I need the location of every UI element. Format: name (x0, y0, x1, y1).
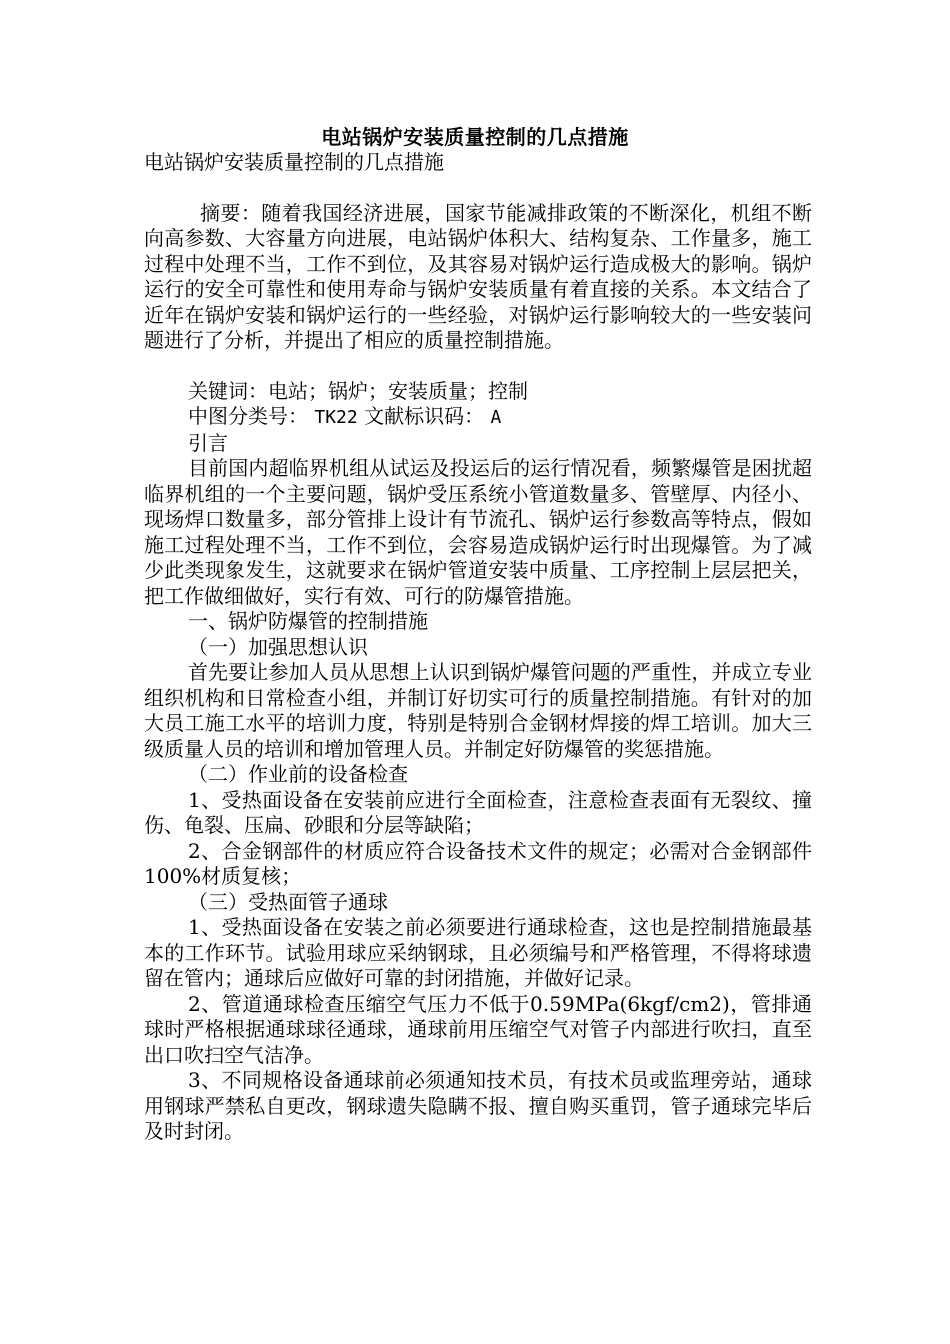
document-body (144, 150, 812, 1145)
subsection-3-item-1: 1、受热面设备在安装之前必须要进行通球检查，这也是控制措施最基本的工作环节。试验用球应采纳钢球，且必须编号和严格管理，不得将球遗留在管内；通球后应做好可靠的封闭措施，并做好记录。 (144, 915, 812, 990)
subsection-3-item-3: 3、不同规格设备通球前必须通知技术员，有技术员或监理旁站，通球用钢球严禁私自更改，钢球遗失隐瞒不报、擅自购买重罚，管子通球完毕后及时封闭。 (144, 1068, 812, 1143)
intro-paragraph: 目前国内超临界机组从试运及投运后的运行情况看，频繁爆管是困扰超临界机组的一个主要问题，锅炉受压系统小管道数量多、管壁厚、内径小、现场焊口数量多，部分管排上设计有节流孔、锅炉运行参数高等特点，假如施工过程处理不当，工作不到位，会容易造成锅炉运行时出现爆管。为了减少此类现象发生，这就要求在锅炉管道安装中质量、工序控制上层层把关，把工作做细做好，实行有效、可行的防爆管措施。 (144, 456, 812, 608)
subsection-1-paragraph: 首先要让参加人员从思想上认识到锅炉爆管问题的严重性，并成立专业组织机构和日常检查小组，并制订好切实可行的质量控制措施。有针对的加大员工施工水平的培训力度，特别是特别合金钢材焊接的焊工培训。加大三级质量人员的培训和增加管理人员。并制定好防爆管的奖惩措施。 (144, 660, 812, 761)
doc-id-label: 文献标识码： (364, 404, 485, 428)
subsection-3-item-2: 2、管道通球检查压缩空气压力不低于0.59MPa(6kgf/cm2)，管排通球时严格根据通球球径通球，通球前用压缩空气对管子内部进行吹扫，直至出口吹扫空气洁净。 (144, 991, 812, 1067)
classification-value: TK22 (314, 407, 358, 428)
abstract-paragraph: 摘要：随着我国经济进展，国家节能减排政策的不断深化，机组不断向高参数、大容量方向进展，电站锅炉体积大、结构复杂、工作量多，施工过程中处理不当，工作不到位，及其容易对锅炉运行造成极大的影响。锅炉运行的安全可靠性和使用寿命与锅炉安装质量有着直接的关系。本文结合了近年在锅炉安装和锅炉运行的一些经验，对锅炉运行影响较大的一些安装问题进行了分析，并提出了相应的质量控制措施。 (144, 200, 812, 352)
subsection-heading-2: （二）作业前的设备检查 (188, 762, 408, 786)
keywords-line: 关键词：电站；锅炉；安装质量；控制 (188, 378, 528, 403)
classification-line (144, 404, 812, 431)
subsection-2-item-1: 1、受热面设备在安装前应进行全面检查，注意检查表面有无裂纹、撞伤、龟裂、压扁、砂眼和分层等缺陷； (144, 787, 812, 837)
subsection-heading-1: （一）加强思想认识 (188, 634, 368, 659)
document-title: 电站锅炉安装质量控制的几点措施 (321, 125, 629, 149)
document-subtitle: 电站锅炉安装质量控制的几点措施 (144, 150, 444, 174)
classification-label: 中图分类号： (188, 404, 308, 428)
subsection-heading-3: （三）受热面管子通球 (188, 889, 388, 914)
doc-id-value: A (490, 407, 502, 428)
paragraph-spacer (144, 354, 812, 379)
section-heading-1: 一、锅炉防爆管的控制措施 (188, 609, 428, 633)
subsection-2-item-2: 2、合金钢部件的材质应符合设备技术文件的规定；必需对合金钢部件100%材质复核； (144, 838, 812, 888)
intro-heading: 引言 (188, 430, 228, 455)
